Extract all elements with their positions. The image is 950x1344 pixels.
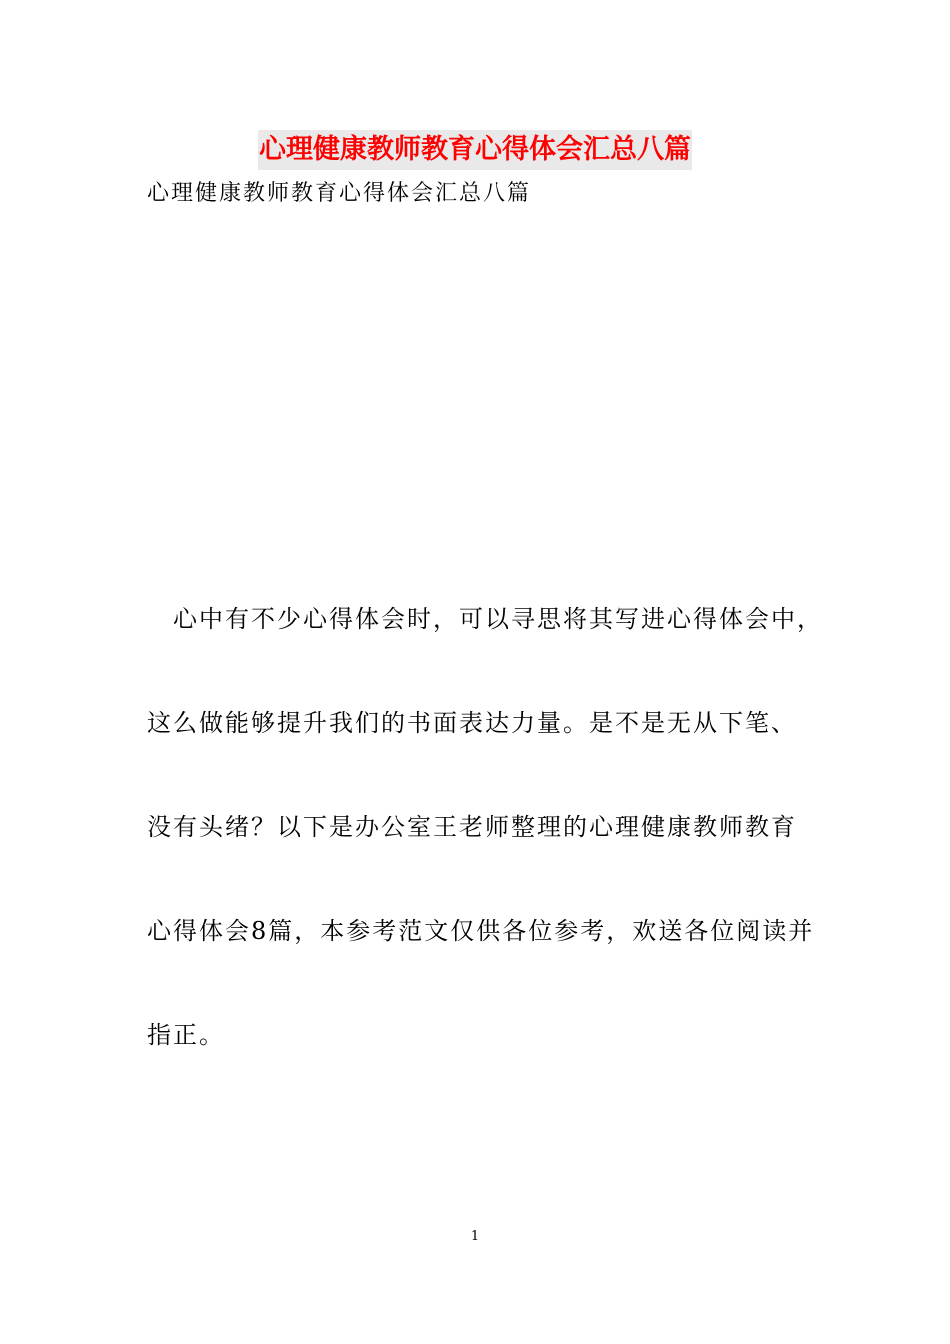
document-subtitle: 心理健康教师教育心得体会汇总八篇: [147, 181, 532, 206]
intro-line: 没有头绪？以下是办公室王老师整理的心理健康教师教育: [147, 813, 797, 841]
intro-line: 心得体会8篇，本参考范文仅供各位参考，欢送各位阅读并: [147, 917, 815, 945]
intro-line: 这么做能够提升我们的书面表达力量。是不是无从下笔、: [147, 709, 797, 737]
page-title: [0, 128, 950, 170]
page-title-text: 心理健康教师教育心得体会汇总八篇: [258, 130, 692, 170]
page-number: 1: [470, 1229, 480, 1244]
intro-line: 心中有不少心得体会时，可以寻思将其写进心得体会中，: [173, 605, 823, 633]
intro-line: 指正。: [147, 1021, 225, 1049]
intro-paragraph: [147, 595, 827, 1115]
